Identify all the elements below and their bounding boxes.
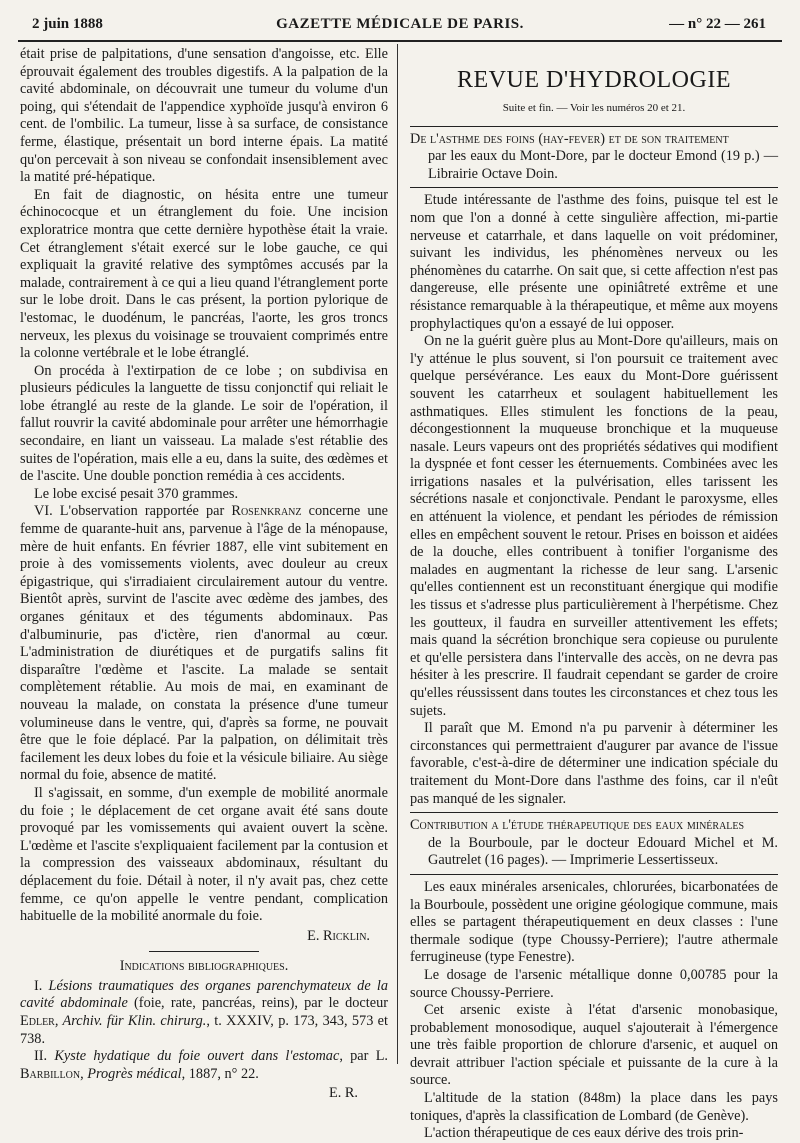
paragraph: était prise de palpitations, d'une sensation d'angoisse, etc. Elle éprouvait également des troubles digestifs. A la palpation de la cavité abdominale, on découvrait une tumeur du volume d'un poing, qui s'étendait de l'appendice xyphoïde jusqu'à environ 6 cent. de l'ombilic. La tumeur, lisse à sa surface, de consistance ferme, élastique, présentait un bord interne épais. La matité qu'on percevait à son niveau se confondait insensiblement avec la matité pré-hépatique.	[20, 46, 388, 186]
divider	[410, 812, 778, 813]
paragraph: En fait de diagnostic, on hésita entre une tumeur échinococque et un étranglement du foie. Une incision exploratrice montra que cette dernière hypothèse était la vraie. Cet étranglement s'était exercé sur le lobe gauche, ce qui expliquait la gravité relative des symptômes accusés par la malade, contrairement à ce qui a lieu quand l'étranglement porte sur le lobe droit. Dans le cas présent, la portion pylorique de l'estomac, le duodénum, le pancréas, l'aorte, les gros troncs nerveux, les plexus du voisinage se trouvaient comprimés entre la colonne vertébrale et le lobe étranglé.	[20, 186, 388, 362]
paragraph: Cet arsenic existe à l'état d'arsenic monobasique, probablement monosodique, auquel s'ajouterait à l'émergence une très faible proportion de chlorure d'arsenic, et auquel on devrait attribuer l'action spéciale et puissante de la cure à la source.	[410, 1002, 778, 1089]
paragraph: Il paraît que M. Emond n'a pu parvenir à déterminer les circonstances qui permettraient d'augurer par avance de l'issue favorable, c'est-à-dire de déterminer une indication spéciale du traitement du Mont-Dore dans l'asthme des foins, car il n'eût pas manqué de les signaler.	[410, 720, 778, 807]
article-heading: De l'asthme des foins (hay-fever) et de son traitement par les eaux du Mont-Dore, par le docteur Emond (19 p.) — Librairie Octave Doin.	[410, 130, 778, 182]
observation-paragraph: VI. L'observation rapportée par Rosenkranz concerne une femme de quarante-huit ans, parvenue à l'âge de la ménopause, mère de huit enfants. En février 1887, elle vint subitement en proie à des vomissements violents, avec douleur au creux épigastrique, qui s'irradiaient circulairement autour du ventre. Bientôt après, survint de l'ascite avec œdème des jambes, des organes génitaux et des téguments abdominaux. Pas d'albuminurie, pas d'ictère, rien d'anormal au cœur. L'administration de diurétiques et de purgatifs salins fit disparaître l'œdème et l'ascite. La malade se sentait complètement rétablie. Au mois de mai, en examinant de nouveau la malade, on constata la présence d'une tumeur volumineuse dans le ventre, qui, d'après sa forme, ne pouvait être que le foie déplacé. Par la palpation, on délimitait très facilement les deux lobes du foie et la vésicule biliaire. Au siège normal du foie, absence de matité.	[20, 503, 388, 784]
journal-title: GAZETTE MÉDICALE DE PARIS.	[276, 16, 524, 32]
signature: E. R.	[329, 1085, 358, 1102]
header-date: 2 juin 1888	[32, 16, 103, 32]
paragraph: Le lobe excisé pesait 370 grammes.	[34, 485, 239, 502]
divider	[410, 126, 778, 127]
section-subtitle: Suite et fin. — Voir les numéros 20 et 21.	[502, 102, 686, 114]
paragraph: Etude intéressante de l'asthme des foins, puisque tel est le nom que l'on a donné à cette singulière affection, mi-partie nerveuse et catarrhale, et dans laquelle on voit prédominer, suivant les individus, les phénomènes nerveux ou les phénomènes du catarrhe. On sait que, si cette affection n'est pas dangereuse, elle présente une opiniâtreté extrême et une résistance remarquable à la thérapeutique, et même aux moyens prophylactiques qu'on a essayé de lui opposer.	[410, 192, 778, 332]
paragraph: L'altitude de la station (848m) la place dans les pays toniques, d'après la classification de Lombard (de Genève).	[410, 1090, 778, 1124]
running-header	[12, 12, 788, 42]
paragraph: On procéda à l'extirpation de ce lobe ; on subdivisa en plusieurs pédicules la languette de tissu conjonctif qui reliait le lobe étranglé au reste de la glande. Le soir de l'opération, il fallut rouvrir la cavité abdominale pour arrêter une hémorrhagie secondaire, en liant un vaisseau. La malade s'est rétablie des suites de l'opération, mais elle a eu, dans la suite, des œdèmes et de l'ascite. Une double ponction remédia à ces accidents.	[20, 362, 388, 485]
article-heading: Contribution a l'étude thérapeutique des eaux minérales de la Bourboule, par le docteur Edouard Michel et M. Gautrelet (16 pages). — Imprimerie Lessertisseux.	[410, 817, 778, 869]
paragraph: Il s'agissait, en somme, d'un exemple de mobilité anormale du foie ; le déplacement de cet organe avait été sans doute provoqué par les vomissements qui avaient ouvert la scène. L'œdème et l'ascite s'expliquaient facilement par la contusion et la compression des vaisseaux abdominaux, résultant du déplacement du foie. Détail à noter, il n'y avait pas, chez cette femme, ce qu'on appelle le ventre pendant, complication habituelle de la mobilité anormale du foie.	[20, 784, 388, 925]
bibliography-entry: I. Lésions traumatiques des organes parenchymateux de la cavité abdominale (foie, rate, pancréas, reins), par le docteur Edler, Archiv. für Klin. chirurg., t. XXXIV, p. 173, 343, 573 et 738.	[20, 977, 388, 1047]
paragraph: Les eaux minérales arsenicales, chlorurées, bicarbonatées de la Bourboule, possèdent une origine géologique commune, mais elles se partagent thérapeutiquement en deux classes : l'une thermale sodique (type Choussy-Perriere); l'autre athermale ferrugineuse (type Fenestre).	[410, 878, 778, 966]
paragraph: Le dosage de l'arsenic métallique donne 0,00785 pour la source Choussy-Perriere.	[410, 966, 778, 1001]
header-rule	[18, 40, 782, 42]
right-column	[410, 46, 778, 1142]
issue-page-number: — n° 22 — 261	[669, 16, 766, 32]
paragraph: L'action thérapeutique de ces eaux dérive des trois prin-	[424, 1125, 744, 1142]
divider	[410, 187, 778, 188]
column-divider	[397, 44, 398, 1064]
bibliography-entry: II. Kyste hydatique du foie ouvert dans l'estomac, par L. Barbillon, Progrès médical, 1887, n° 22.	[20, 1048, 388, 1082]
bibliography-heading: Indications bibliographiques.	[119, 958, 289, 975]
left-column	[20, 46, 388, 1102]
divider	[149, 951, 259, 952]
signature: E. Ricklin.	[307, 927, 370, 944]
author-name: Rosenkranz	[231, 503, 302, 520]
section-title: REVUE D'HYDROLOGIE	[457, 67, 731, 93]
divider	[410, 874, 778, 875]
paragraph: On ne la guérit guère plus au Mont-Dore qu'ailleurs, mais on l'y atténue le plus souvent, si l'on poursuit ce traitement avec quelque persévérance. Les eaux du Mont-Dore guérissent souvent les catarrheux et soulagent habituellement les asthmatiques. Elles stimulent les fonctions de la peau, décongestionnent la muqueuse bronchique et la muqueuse nasale. Leurs vapeurs ont des propriétés sédatives qui modifient la dyspnée et font cesser les éternuements. Combinées avec les irrigations nasales et la pulvérisation, elles tarissent les sécrétions nasale et conjonctivale. Pendant le paroxysme, elles en atténuent la violence, et pendant les périodes de rémission elles en empêchent souvent le retour. Prises en boisson et aidées de la douche, elles contribuent à tonifier l'organisme des malades en augmentant la richesse de leur sang. L'arsenic qu'elles contiennent est un reconstituant énergique qui modifie les tissus et s'adresse plus particulièrement à l'herpétisme. Chez les goutteux, il faudra en surveiller attentivement les effets; mais quand la sécrétion bronchique sera copieuse ou purulente et qu'elle persistera dans l'intervalle des accès, on ne devra pas hésiter à les prescrire. Il faudrait cependant se garder de croire qu'elles réussissent dans toutes les circonstances et chez tous les sujets.	[410, 333, 778, 719]
